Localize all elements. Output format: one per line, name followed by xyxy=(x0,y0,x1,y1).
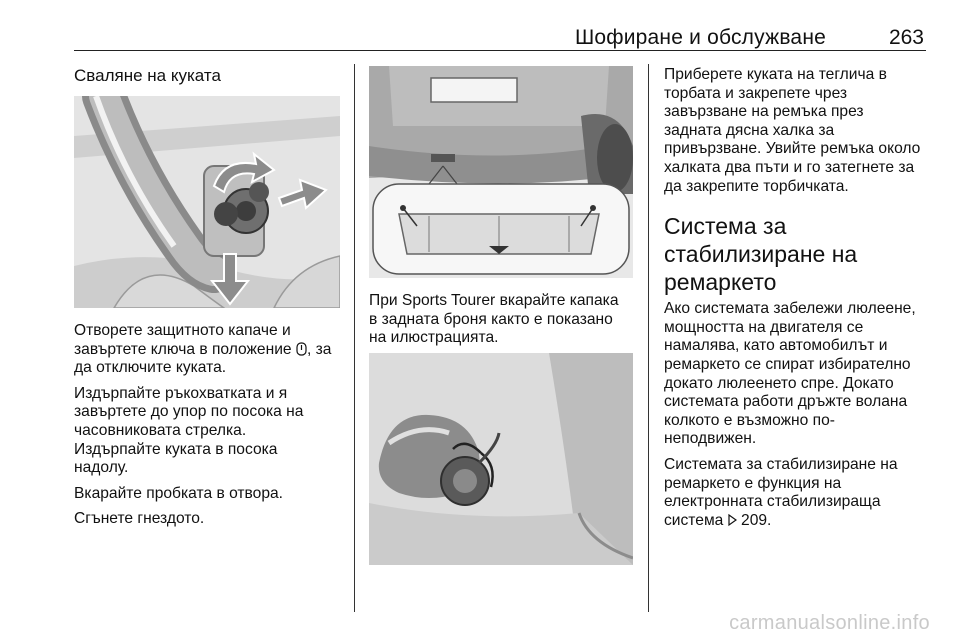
paragraph-line: Ако системата забележи люлеене, xyxy=(664,300,916,318)
paragraph-line: системата работи дръжте волана xyxy=(664,393,908,411)
header-rule xyxy=(74,50,926,51)
paragraph-line: Отворете защитното капаче и xyxy=(74,322,291,339)
paragraph-line: колкото е възможно по- xyxy=(664,411,835,429)
paragraph-text: система xyxy=(664,511,728,529)
paragraph-text: , за xyxy=(306,340,332,358)
paragraph-line: Сгънете гнездото. xyxy=(74,510,205,528)
key-lock-position-icon xyxy=(296,342,307,356)
paragraph-line: намалява, като автомобилът и xyxy=(664,337,888,355)
paragraph-line xyxy=(664,512,934,531)
page-number: 263 xyxy=(888,26,924,49)
paragraph-line: Вкарайте пробката в отвора. xyxy=(74,484,284,502)
paragraph-line: електронната стабилизираща xyxy=(664,493,881,511)
paragraph-text: завъртете ключа в положение xyxy=(74,340,296,358)
paragraph-line: ремаркето е функция на xyxy=(664,474,842,492)
paragraph-line: привързване. Увийте ремъка около xyxy=(664,140,921,158)
left-column-text xyxy=(74,322,354,529)
paragraph-line: надолу. xyxy=(74,459,129,477)
paragraph-line: завъртете до упор по посока на xyxy=(74,403,304,421)
paragraph-line: докато люлеенето спре. Докато xyxy=(664,374,894,392)
column-divider-right xyxy=(648,64,649,612)
paragraph-line: завързване на ремъка през xyxy=(664,103,864,121)
section-title-line: стабилизиране на xyxy=(664,241,858,268)
paragraph-line: часовниковата стрелка. xyxy=(74,421,247,439)
paragraph-line: торбата и закрепете чрез xyxy=(664,84,848,102)
paragraph-line: да отключите куката. xyxy=(74,359,227,377)
paragraph-line: Приберете куката на теглича в xyxy=(664,66,887,83)
paragraph-line: да закрепите торбичката. xyxy=(664,177,849,195)
section-title-line: ремаркето xyxy=(664,269,777,296)
figure-hook-stowed-bag xyxy=(369,353,633,565)
paragraph-line: Системата за стабилизиране на xyxy=(664,455,898,473)
paragraph-line: в задната броня както е показано xyxy=(369,310,613,328)
paragraph-line xyxy=(74,341,354,360)
paragraph-line: ремаркето се спират избирателно xyxy=(664,355,911,373)
middle-column-text xyxy=(369,292,644,348)
footer-watermark: carmanualsonline.info xyxy=(729,612,930,634)
paragraph-line: Издърпайте ръкохватката и я xyxy=(74,384,288,402)
page-reference-arrow-icon xyxy=(728,513,737,527)
paragraph-line: неподвижен. xyxy=(664,430,757,448)
page-reference-link[interactable]: 209. xyxy=(741,511,772,529)
paragraph-line: халката два пъти и го затегнете за xyxy=(664,158,915,176)
column-divider-left xyxy=(354,64,355,612)
paragraph-line: Издърпайте куката в посока xyxy=(74,440,278,458)
section-heading-hook-removal: Сваляне на куката xyxy=(74,66,221,85)
paragraph-line: мощността на двигателя се xyxy=(664,318,864,336)
figure-tow-hook-removal xyxy=(74,96,340,308)
paragraph-line: При Sports Tourer вкарайте капака xyxy=(369,292,619,309)
section-title-line: Система за xyxy=(664,213,787,240)
paragraph-line: на илюстрацията. xyxy=(369,329,499,347)
figure-rear-bumper-cover xyxy=(369,66,633,278)
page-header-title: Шофиране и обслужване xyxy=(574,26,826,49)
right-column xyxy=(664,66,934,530)
left-column xyxy=(74,66,344,86)
paragraph-line: задната дясна халка за xyxy=(664,121,835,139)
